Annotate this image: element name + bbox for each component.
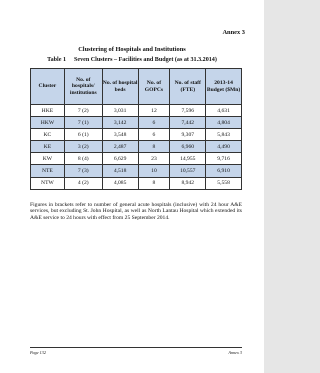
cell-staff: 7,596 bbox=[170, 105, 206, 117]
table-row bbox=[31, 117, 242, 129]
annex-label: Annex 3 bbox=[222, 29, 245, 36]
table-caption bbox=[0, 57, 264, 63]
table-row bbox=[31, 165, 242, 177]
cell-hospitals: 3 (2) bbox=[64, 141, 102, 153]
cell-cluster: NTE bbox=[31, 165, 65, 177]
cell-gopcs: 12 bbox=[138, 105, 170, 117]
cell-beds: 6,629 bbox=[102, 153, 138, 165]
cell-gopcs: 8 bbox=[138, 177, 170, 189]
cell-staff: 7,442 bbox=[170, 117, 206, 129]
cell-cluster: KE bbox=[31, 141, 65, 153]
table-caption-text: Seven Clusters – Facilities and Budget (as at 31.3.2014) bbox=[74, 57, 217, 63]
cell-beds: 3,031 bbox=[102, 105, 138, 117]
cell-gopcs: 10 bbox=[138, 165, 170, 177]
table-header-row bbox=[31, 69, 242, 105]
cell-gopcs: 6 bbox=[138, 117, 170, 129]
cell-beds: 3,548 bbox=[102, 129, 138, 141]
cell-beds: 4,518 bbox=[102, 165, 138, 177]
cell-budget: 6,910 bbox=[206, 165, 242, 177]
cell-hospitals: 7 (1) bbox=[64, 117, 102, 129]
header-beds: No. of hospital beds bbox=[102, 69, 138, 105]
cell-staff: 8,942 bbox=[170, 177, 206, 189]
cell-gopcs: 23 bbox=[138, 153, 170, 165]
footer-page-number: Page 132 bbox=[30, 350, 46, 355]
table-footnote: Figures in brackets refer to number of general acute hospitals (inclusive) with 24 hour A&E services, but excluding St. John Hospital, as well as North Lantau Hospital which extended its A&E service to 24 hours with effect from 25 September 2014. bbox=[30, 201, 242, 221]
cell-beds: 3,142 bbox=[102, 117, 138, 129]
cell-cluster: HKW bbox=[31, 117, 65, 129]
cell-gopcs: 6 bbox=[138, 129, 170, 141]
cell-hospitals: 7 (3) bbox=[64, 165, 102, 177]
header-hospitals: No. of hospitals/ institutions bbox=[64, 69, 102, 105]
cell-gopcs: 8 bbox=[138, 141, 170, 153]
cell-cluster: KC bbox=[31, 129, 65, 141]
page-title: Clustering of Hospitals and Institutions bbox=[78, 46, 186, 53]
cell-hospitals: 4 (2) bbox=[64, 177, 102, 189]
cell-budget: 5,558 bbox=[206, 177, 242, 189]
cell-budget: 9,716 bbox=[206, 153, 242, 165]
table-row bbox=[31, 141, 242, 153]
table-row bbox=[31, 177, 242, 189]
cell-beds: 4,085 bbox=[102, 177, 138, 189]
table-row bbox=[31, 129, 242, 141]
cell-budget: 4,490 bbox=[206, 141, 242, 153]
cell-cluster: HKE bbox=[31, 105, 65, 117]
clusters-table bbox=[30, 68, 242, 190]
cell-hospitals: 8 (4) bbox=[64, 153, 102, 165]
header-gopcs: No. of GOPCs bbox=[138, 69, 170, 105]
cell-budget: 4,804 bbox=[206, 117, 242, 129]
cell-hospitals: 6 (1) bbox=[64, 129, 102, 141]
cell-staff: 9,307 bbox=[170, 129, 206, 141]
header-staff: No. of staff (FTE) bbox=[170, 69, 206, 105]
footer-annex-label: Annex 3 bbox=[228, 350, 242, 355]
cell-hospitals: 7 (2) bbox=[64, 105, 102, 117]
header-budget: 2013-14 Budget ($Mn) bbox=[206, 69, 242, 105]
cell-budget: 4,631 bbox=[206, 105, 242, 117]
cell-cluster: KW bbox=[31, 153, 65, 165]
cell-staff: 14,955 bbox=[170, 153, 206, 165]
footer-divider bbox=[30, 347, 242, 348]
cell-cluster: NTW bbox=[31, 177, 65, 189]
table-row bbox=[31, 153, 242, 165]
table-row bbox=[31, 105, 242, 117]
cell-beds: 2,487 bbox=[102, 141, 138, 153]
cell-staff: 10,557 bbox=[170, 165, 206, 177]
table-number: Table 1 bbox=[47, 57, 67, 63]
header-cluster: Cluster bbox=[31, 69, 65, 105]
cell-staff: 6,960 bbox=[170, 141, 206, 153]
cell-budget: 5,843 bbox=[206, 129, 242, 141]
